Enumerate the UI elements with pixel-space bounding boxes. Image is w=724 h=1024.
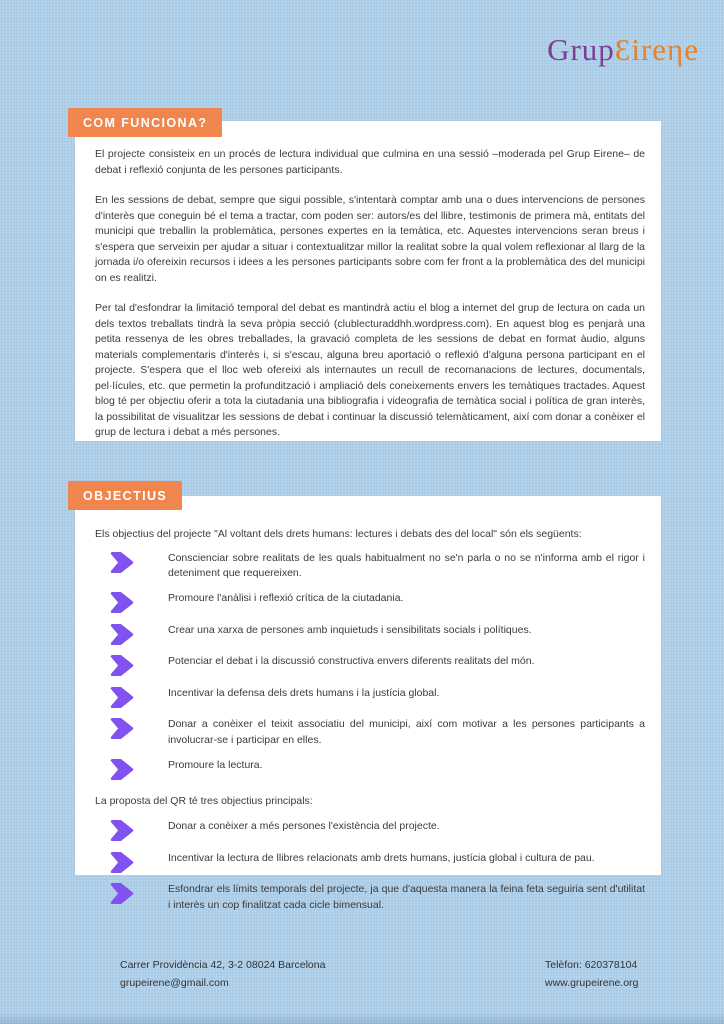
bullet-text: Potenciar el debat i la discussió constructiva envers diferents realitats del món. [168,655,535,667]
footer-phone: Telèfon: 620378104 [545,959,638,971]
footer-address: Carrer Providència 42, 3-2 08024 Barcelona [120,959,326,971]
chevron-bullet-icon [110,883,134,904]
bullet-text: Donar a conèixer el teixit associatiu del municipi, així com motivar a les persones participants a involucrar-se i participar en elles. [168,718,645,746]
chevron-bullet-icon [110,687,134,708]
bullet-text: Promoure la lectura. [168,758,263,771]
bullet-text: Incentivar la defensa dels drets humans i la justícia global. [168,686,440,699]
bullet-text: Esfondrar els límits temporals del projecte, ja que d'aquesta manera la feina feta seguiria sent d'utilitat i interès un cop finalitzat cada cicle bimensual. [168,883,645,911]
chevron-bullet-icon [110,759,134,780]
bullet-text: Promoure l'anàlisi i reflexió crítica de la ciutadania. [168,592,404,604]
list-item [110,591,645,613]
paragraph-debate-sessions: En les sessions de debat, sempre que sigui possible, s'intentarà comptar amb una o dues intervencions de persones d'interès que coneguin bé el tema a tractar, com poden ser: autors/es del llibre, testimonis de primera mà, entitats del municipi que treballin la problemàtica, persones expertes en la temàtica, etc. Aquestes intervencions seran breus i s'espera que serveixin per ajudar a situar i contextualitzar millor la realitat sobre la qual volem reflexionar al llarg de la jornada i/o ofereixin recursos i idees a les persones participants sobre com fer front a la problemàtica des del municipi on es realitzi. [95,194,645,284]
chevron-bullet-icon [110,655,134,676]
bullet-text: Crear una xarxa de persones amb inquietuds i sensibilitats socials i polítiques. [168,623,532,636]
section-header-objectius: OBJECTIUS [68,481,182,510]
objectius-intro: Els objectius del projecte "Al voltant dels drets humans: lectures i debats des del local" són els següents: [95,528,582,540]
qr-intro: La proposta del QR té tres objectius principals: [95,794,313,807]
section-body-objectius [75,496,661,911]
list-item [110,758,645,780]
chevron-bullet-icon [110,624,134,645]
list-item [110,551,645,582]
chevron-bullet-icon [110,852,134,873]
chevron-bullet-icon [110,592,134,613]
bullet-text: Incentivar la lectura de llibres relacionats amb drets humans, justícia global i cultura de pau. [168,851,595,864]
logo-text-grup: Grup [547,32,615,67]
footer-left-block [120,957,325,992]
bullet-text: Donar a conèixer a més persones l'existència del projecte. [168,820,440,832]
footer-right-block [545,957,638,992]
bullet-text: Conscienciar sobre realitats de les quals habitualment no se'n parla o no se n'informa amb el rigor i deteniment que requereixen. [168,551,645,579]
chevron-bullet-icon [110,552,134,573]
logo-text-eirene: Ɛireηe [614,32,699,67]
paragraph-project-summary: El projecte consisteix en un procés de lectura individual que culmina en una sessió –moderada pel Grup Eirene– de debat i reflexió conjunta de les persones participants. [95,148,645,176]
section-body-com-funciona [75,121,661,441]
objectius-list [95,551,645,780]
footer-email: grupeirene@gmail.com [120,976,229,989]
list-item [110,654,645,676]
list-item [110,686,645,708]
footer-website: www.grupeirene.org [545,976,639,989]
qr-objectius-list [95,819,645,913]
section-header-com-funciona: COM FUNCIONA? [68,108,222,137]
list-item [110,882,645,913]
list-item [110,623,645,645]
chevron-bullet-icon [110,718,134,739]
brand-logo [547,34,699,65]
list-item [110,717,645,748]
chevron-bullet-icon [110,820,134,841]
paragraph-blog: Per tal d'esfondrar la limitació temporal del debat es mantindrà actiu el blog a internet del grup de lectura on cada un dels textos treballats tindrà la seva pròpia secció (clublecturaddhh.wordpress.com). En aquest blog es penjarà una petita ressenya de les obres treballades, la gravació completa de les sessions de debat en format àudio, alguns materials complementaris d'interès i, si s'escau, alguna breu aportació o reflexió d'alguna persona participant en el projecte. S'espera que el lloc web ofereixi als internautes un recull de recomanacions de lectures, documentals, pel·lícules, etc. que permetin la profundització i ampliació dels coneixements envers les temàtiques tractades. Aquest blog té per objectiu oferir a tota la ciutadania una bibliografia i videografia de temàtica social i política de gran interès, la possibilitat de visualitzar les sessions de debat i continuar la discussió telemàticament, així com donar a conèixer el grup de lectura i debat a més persones. [95,302,645,438]
list-item [110,819,645,841]
list-item [110,851,645,873]
